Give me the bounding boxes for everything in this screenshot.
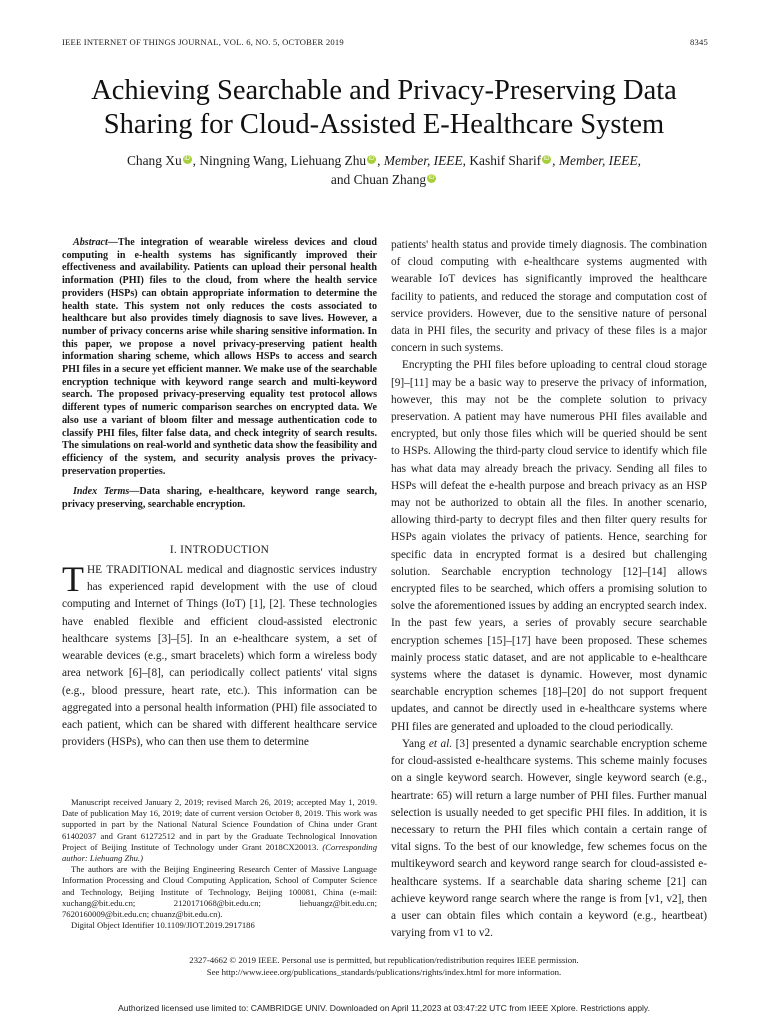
intro-paragraph-3: Yang et al. [3] presented a dynamic searchable encryption scheme for cloud-assisted e-healthcare systems. This scheme mainly focuses on a single keyword search. However, single keyword search (e.g., heartrate: 65) will return a large number of PHI files. Further manual selection is usually needed to get specific PHI files. In addition, it is necessary to return the PHI files which contain a certain range of vital signs. To the best of our knowledge, few schemes focus on the multikeyword search and keyword range search for cloud-assisted e-healthcare systems. If a searchable data sharing scheme [21] can achieve keyword range search where the range is from [v1, v2], then a user can obtain files which contain a keyword (e.g., heartbeat) varying from v1 to v2. xyxy=(391,737,707,940)
drop-cap: T xyxy=(62,558,84,599)
footnote-manuscript: Manuscript received January 2, 2019; revised March 26, 2019; accepted May 1, 2019. Date of publication May 16, 2019; date of current version October 8, 2019. This work was supported in part by the National Natural Science Foundation of China under Grant 61402037 and Grant 61272512 and in part by the Graduate Technological Innovation Project of Beijing Institute of Technology under Grant 2018CX20013. (Corresponding author: Liehuang Zhu.) xyxy=(62,797,377,864)
authorized-use-banner: Authorized licensed use limited to: CAMBRIDGE UNIV. Downloaded on April 11,2023 at 03:47:22 UTC from IEEE Xplore. Restrictions apply. xyxy=(118,1003,650,1013)
author-line-2 xyxy=(60,170,708,189)
author-line-1: Chang Xu iD , Ningning Wang, Liehuang Zhu iD , Member, IEEE, Kashif Sharif iD , Member, IEEE, xyxy=(126,153,642,168)
title-line-1: Achieving Searchable and Privacy-Preserving Data xyxy=(91,75,677,106)
copyright-notice xyxy=(120,955,648,978)
orcid-icon[interactable]: iD xyxy=(428,175,435,181)
author-chang-xu: Chang Xu xyxy=(126,153,182,168)
intro-paragraph-2: Encrypting the PHI files before uploading to central cloud storage [9]–[11] may be a basic way to preserve the privacy of information, however, this may not be the complete solution to privacy preservation. A patient may have numerous PHI files available and encrypted, but only those files which will be queried should be sent to HSPs. Allowing the third-party cloud service to identify which file has what data may already breach the privacy. Sending all files to HSPs will defeat the e-health purpose and breach privacy as an HSP may not be authorized to obtain all the files. In another scenario, allowing third-party to decrypt files and then filter query results for HSPs again violates the privacy of patients. Hence, searching for specific data in encrypted format is a desired but challenging solution. Searchable encryption technology [12]–[14] allows encrypted files to be searched, which offers a promising solution to solve the aforementioned issues by adding an encrypted search index. In the past few years, a series of provably secure searchable encryption schemes [15]–[17] have been proposed. These schemes mainly process static dataset, and are not applicable to e-healthcare systems where the dataset is dynamic. However, most dynamic searchable encryption schemes [18]–[20] do not support frequent updates, and cannot be directly used in e-healthcare systems where PHI files are generated and uploaded to the cloud periodically. xyxy=(391,359,707,733)
copyright-line-1: 2327-4662 © 2019 IEEE. Personal use is permitted, but republication/redistribution requires IEEE permission. xyxy=(189,955,579,965)
running-header xyxy=(62,37,708,49)
intro-paragraph-1: THE TRADITIONAL medical and diagnostic services industry has experienced rapid development with the use of cloud computing and Internet of Things (IoT) [1], [2]. These technologies have enabled flexible and efficient cloud-assisted electronic healthcare systems [3]–[5]. In an e-healthcare system, a set of wearable devices (e.g., smart bracelets) which form a wireless body area network [6]–[8], can periodically collect patients' vital signs (e.g., blood pressure, heart rate, etc.). This information can be aggregated into a personal health information (PHI) file associated to each patient, which can be shared with different healthcare service providers (HSPs), who can then use them to determine xyxy=(62,558,377,749)
paper-title xyxy=(40,74,728,142)
page-number: 8345 xyxy=(690,37,708,47)
orcid-icon[interactable]: iD xyxy=(184,156,190,162)
footnote-doi: Digital Object Identifier 10.1109/JIOT.2019.2917186 xyxy=(71,920,255,931)
intro-paragraph-1-continued: patients' health status and provide timely diagnosis. The combination of cloud computing with e-healthcare systems augmented with wearable IoT devices has significantly improved the healthcare facility to patients, and reduced the storage and computation cost of service providers. However, due to the sensitive nature of personal data in PHI files, the security and privacy of these files is a major concern in such systems. xyxy=(391,239,707,355)
orcid-icon[interactable]: iD xyxy=(368,156,375,162)
right-column xyxy=(391,237,707,942)
section-heading: I. INTRODUCTION xyxy=(169,543,270,556)
orcid-icon[interactable]: iD xyxy=(543,156,550,162)
author-chuan-zhang: and Chuan Zhang xyxy=(330,172,427,187)
abstract: Abstract—The integration of wearable wireless devices and cloud computing in e-health systems has significantly improved their effectiveness and availability. Patients can upload their personal health information (PHI) files to the cloud, from where the health service providers (HSPs) can obtain appropriate information to determine the health state. This system not only reduces the costs associated to healthcare but also provides timely diagnosis to save lives. However, a number of privacy concerns arise while sharing sensitive information. In this paper, we propose a novel privacy-preserving patient health information sharing scheme, which allows HSPs to access and search PHI files in a secure yet efficient manner. We make use of the searchable encryption technique with keyword range search and multi-keyword search. The proposed privacy-preserving equality test protocol allows different types of numeric comparison searches on encrypted data. We also use a variant of bloom filter and message authentication code to classify PHI files, filter false data, and check integrity of search results. The simulations on real-world and synthetic data show the feasibility and efficiency of the system, and security analysis proves the privacy-preservation properties. xyxy=(62,237,378,477)
footnote-affiliation: The authors are with the Beijing Engineering Research Center of Massive Language Information Processing and Cloud Computing Application, School of Computer Science and Technology, Beijing Institute of Technology, Beijing 100081, China (e-mail: xuchang@bit.edu.cn; 2120171068@bit.edu.cn; liehuangz@bit.edu.cn; 7620160009@bit.edu.cn; chuanz@bit.edu.cn). xyxy=(62,864,377,920)
footnotes xyxy=(62,797,377,931)
copyright-line-2: See http://www.ieee.org/publications_standards/publications/rights/index.html for more information. xyxy=(206,966,562,977)
left-column xyxy=(62,237,377,752)
author-list xyxy=(60,151,708,189)
journal-info: IEEE INTERNET OF THINGS JOURNAL, VOL. 6, NO. 5, OCTOBER 2019 xyxy=(62,37,344,47)
index-terms: Index Terms—Data sharing, e-healthcare, keyword range search, privacy preserving, searchable encryption. xyxy=(62,486,377,511)
title-line-2: Sharing for Cloud-Assisted E-Healthcare System xyxy=(103,109,665,140)
